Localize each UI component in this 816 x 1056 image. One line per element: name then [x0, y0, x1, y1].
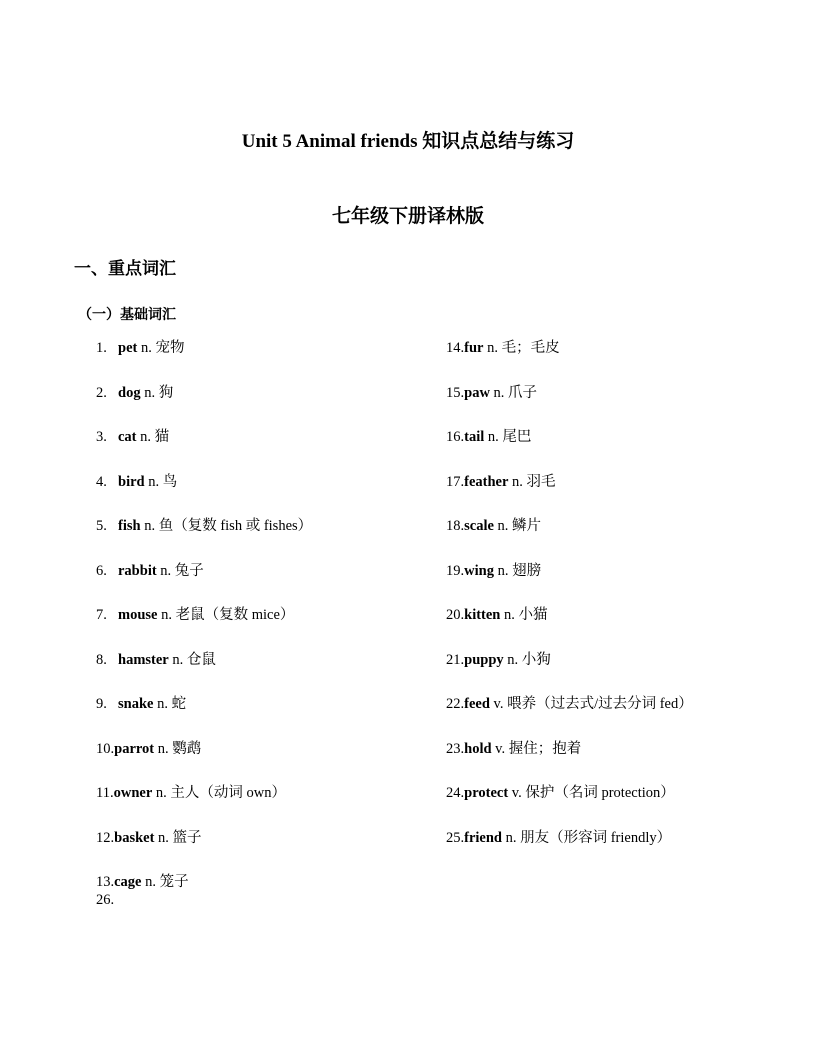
vocab-definition: n. 小猫	[500, 607, 548, 623]
vocab-number: 7.	[96, 607, 107, 623]
vocab-definition: n. 兔子	[156, 562, 204, 579]
vocab-number: 18.	[446, 518, 465, 534]
vocab-number: 9.	[96, 696, 107, 712]
vocab-definition: n. 仓鼠	[168, 651, 216, 668]
vocab-definition: n. 笼子	[141, 874, 189, 890]
vocab-definition: n. 小狗	[503, 651, 551, 668]
vocab-item	[446, 427, 531, 447]
trailing-number: 26.	[96, 892, 115, 908]
vocab-word: pet	[118, 340, 138, 356]
vocab-definition: n. 羽毛	[508, 473, 556, 490]
vocab-word: rabbit	[118, 562, 157, 579]
vocab-number: 15.	[446, 384, 465, 401]
vocab-item	[446, 605, 548, 625]
vocab-word: wing	[464, 562, 494, 579]
vocab-item	[96, 650, 216, 670]
vocab-item	[96, 739, 201, 759]
vocab-item	[96, 516, 312, 536]
vocab-word: protect	[464, 785, 509, 801]
vocab-definition: n. 老鼠（复数 mice）	[157, 607, 295, 623]
vocab-number: 22.	[446, 696, 465, 712]
vocab-item	[96, 694, 186, 714]
subsection-heading: （一）基础词汇	[78, 308, 176, 323]
vocab-word: friend	[464, 829, 502, 846]
vocab-number: 4.	[96, 473, 107, 490]
vocab-number: 12.	[96, 829, 115, 846]
vocab-definition: n. 鳞片	[493, 518, 542, 534]
vocab-item	[96, 872, 189, 892]
vocab-word: paw	[464, 384, 490, 401]
vocab-number: 11.	[96, 785, 114, 801]
vocab-number: 23.	[446, 740, 465, 757]
vocab-word: feed	[464, 696, 490, 712]
vocab-definition: n. 蛇	[153, 696, 187, 712]
vocab-item	[446, 694, 693, 714]
section-heading: 一、重点词汇	[74, 259, 176, 278]
vocab-definition: n. 爪子	[489, 384, 538, 401]
vocab-item	[446, 561, 541, 581]
vocab-definition: n. 鹦鹉	[154, 740, 202, 757]
vocab-word: fur	[464, 340, 484, 356]
vocab-word: snake	[118, 696, 154, 712]
vocab-definition: v. 握住；抱着	[491, 740, 582, 757]
vocab-item	[96, 605, 294, 625]
vocab-definition: n. 朋友（形容词 friendly）	[501, 829, 672, 846]
vocab-number: 2.	[96, 384, 107, 401]
vocab-number: 19.	[446, 562, 465, 579]
vocab-number: 24.	[446, 785, 465, 801]
vocab-number: 20.	[446, 607, 465, 623]
vocab-word: mouse	[118, 607, 158, 623]
vocab-item	[446, 650, 551, 670]
vocab-item	[446, 783, 675, 803]
vocab-word: bird	[118, 473, 145, 490]
vocab-word: kitten	[464, 607, 501, 623]
vocab-item	[446, 739, 581, 759]
vocab-item	[96, 783, 286, 803]
vocab-number: 25.	[446, 829, 465, 846]
page-title: Unit 5 Animal friends 知识点总结与练习	[241, 131, 575, 152]
vocab-word: feather	[464, 473, 509, 490]
vocab-item	[446, 828, 671, 848]
vocab-number: 13.	[96, 874, 115, 890]
vocab-word: owner	[113, 785, 153, 801]
vocab-number: 21.	[446, 651, 465, 668]
vocab-word: hamster	[118, 651, 169, 668]
vocab-item	[96, 472, 177, 492]
vocab-definition: n. 篮子	[154, 829, 202, 846]
vocab-word: basket	[114, 829, 155, 846]
vocab-word: puppy	[464, 651, 504, 668]
vocab-number: 8.	[96, 651, 107, 668]
page-subtitle: 七年级下册译林版	[331, 206, 484, 227]
vocab-number: 1.	[96, 340, 107, 356]
vocab-number: 17.	[446, 473, 465, 490]
vocab-definition: n. 宠物	[137, 340, 185, 356]
vocab-item	[96, 427, 169, 447]
vocab-definition: n. 猫	[136, 429, 170, 445]
vocab-item	[446, 472, 556, 492]
vocab-word: fish	[118, 518, 141, 534]
vocab-word: dog	[118, 384, 141, 401]
vocab-number: 14.	[446, 340, 465, 356]
vocab-definition: n. 尾巴	[484, 429, 532, 445]
vocab-number: 5.	[96, 518, 107, 534]
vocab-definition: v. 喂养（过去式/过去分词 fed）	[489, 696, 693, 712]
vocab-word: cage	[114, 874, 142, 890]
vocab-item	[96, 561, 204, 581]
vocab-number: 3.	[96, 429, 107, 445]
vocab-word: scale	[464, 518, 494, 534]
vocab-definition: n. 鸟	[144, 473, 178, 490]
vocab-definition: v. 保护（名词 protection）	[508, 785, 675, 801]
vocab-item	[446, 516, 541, 536]
vocab-number: 10.	[96, 740, 115, 757]
vocab-item	[96, 338, 184, 358]
vocab-word: cat	[118, 429, 137, 445]
vocab-item	[96, 828, 202, 848]
vocab-item	[446, 383, 537, 403]
vocab-number: 16.	[446, 429, 465, 445]
vocab-definition: n. 狗	[140, 384, 174, 401]
vocab-definition: n. 主人（动词 own）	[152, 785, 286, 801]
vocab-item	[446, 338, 560, 358]
vocab-definition: n. 鱼（复数 fish 或 fishes）	[140, 518, 313, 534]
vocab-number: 6.	[96, 562, 107, 579]
vocab-definition: n. 毛；毛皮	[483, 340, 560, 356]
vocab-word: hold	[464, 740, 492, 757]
vocab-item	[96, 383, 173, 403]
vocab-word: parrot	[114, 740, 155, 757]
vocab-word: tail	[464, 429, 485, 445]
vocab-definition: n. 翅膀	[493, 562, 542, 579]
